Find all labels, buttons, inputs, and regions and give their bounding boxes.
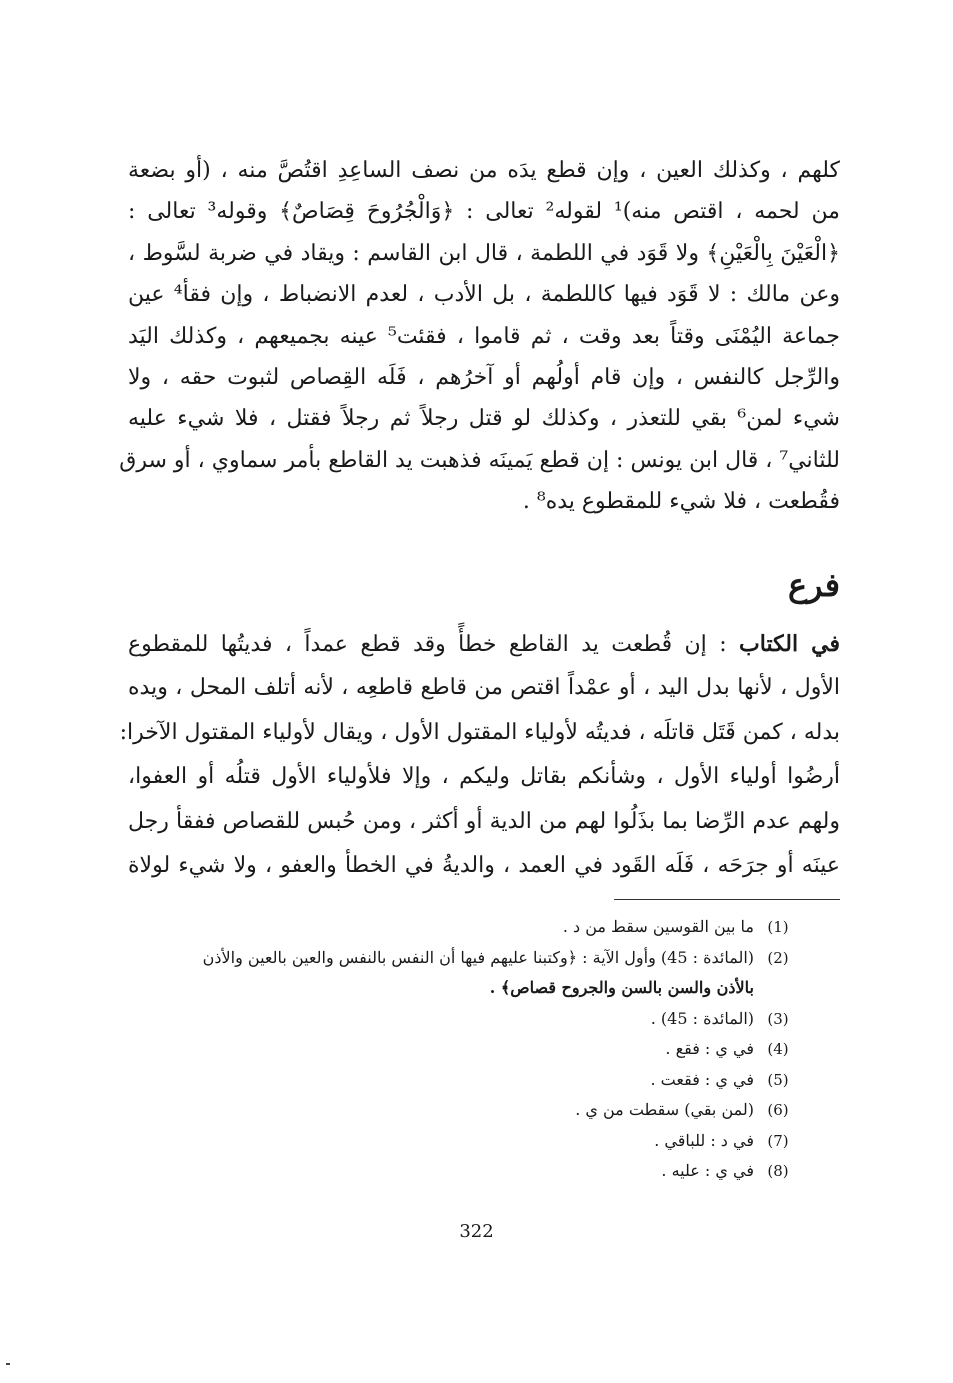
footnote (118, 1034, 798, 1065)
text-line: كلهم ، وكذلك العين ، وإن قطع يدَه من نصف الساعِدِ اقتُصَّ منه ، (أو بضعة (128, 158, 840, 183)
footnote-number: (5) (767, 1070, 789, 1089)
footnote (118, 943, 798, 1004)
footnote-number: (7) (767, 1131, 789, 1150)
scan-mark (6, 1363, 10, 1365)
text-line: ﴿الْعَيْنَ بِالْعَيْنِ﴾ ولا قَوَد في اللطمة ، قال ابن القاسم : ويقاد في ضربة لسَّوط ، (128, 240, 840, 266)
footnotes (118, 912, 798, 1187)
footnote (118, 1004, 798, 1035)
text-line: والرِّجل كالنفس ، وإن قام أولُهم أو آخرُهم ، فَلَه القِصاص لثبوت حقه ، ولا (128, 364, 840, 390)
footnote-number: (8) (767, 1162, 789, 1180)
footnote-number: (2) (767, 948, 789, 967)
first-line-rest: : إن قُطعت يد القاطع خطأً وقد قطع عمداً ، فديتُها للمقطوع (128, 632, 740, 657)
text-line: شيء لمن⁶ بقي للتعذر ، وكذلك لو قتل رجلاً ثم رجلاً فقتل ، فلا شيء عليه (128, 406, 840, 432)
footnote-number: (6) (767, 1101, 789, 1119)
text-line: للثاني⁷ ، قال ابن يونس : إن قطع يَمينَه فذهبت يد القاطع بأمر سماوي ، أو سرق (119, 447, 840, 473)
footnote-text: في ي : فقعت . (650, 1069, 754, 1089)
footnote (118, 1126, 798, 1157)
text-line: من لحمه ، اقتص منه)¹ لقوله² تعالى : ﴿وَالْجُرُوحَ قِصَاصٌ﴾ وقوله³ تعالى : (128, 199, 840, 225)
text-line: أرضُوا أولياء الأول ، وشأنكم بقاتل وليكم ، وإلا فلأولياء الأول قتلُه أو العفوا، (128, 764, 840, 790)
text-line: جماعة اليُمْنَى وقتاً بعد وقت ، ثم قاموا ، فقئت⁵ عينه بجميعهم ، وكذلك اليَد (128, 323, 841, 349)
text-line: عينَه أو جرَحَه ، فَلَه القَود في العمد ، والديةُ في الخطأ والعفو ، ولا شيء لولاة (128, 852, 840, 878)
text-line: الأول ، لأنها بدل اليد ، أو عمْداً اقتص من قاطع قاطعِه ، لأنه أتلف المحل ، ويده (128, 675, 840, 701)
footnote-text: ما بين القوسين سقط من د . (562, 917, 754, 936)
footnote-text: في ي : فقع . (665, 1039, 754, 1058)
footnote-divider (614, 899, 840, 900)
text-line: فقُطعت ، فلا شيء للمقطوع يده⁸ . (522, 489, 840, 515)
footnote-text: (المائدة : 45) . (650, 1008, 754, 1028)
footnote (118, 1065, 798, 1096)
footnote-text: في ي : عليه . (661, 1161, 754, 1180)
page-number: 322 (459, 1221, 494, 1242)
footnote (118, 1095, 798, 1126)
section-heading: فرع (787, 566, 840, 604)
footnote-number: (4) (767, 1040, 789, 1058)
footnote (118, 912, 798, 943)
footnote-number: (1) (767, 918, 789, 936)
section-paragraph (119, 622, 841, 888)
footnote-text: (المائدة : 45) وأول الآية : ﴿وكتبنا عليهم فيها أن النفس بالنفس والعين بالعين والأذن (202, 947, 754, 967)
text-line: وعن مالك : لا قَوَد فيها كاللطمة ، بل الأدب ، لعدم الانضباط ، وإن فقأ⁴ عين (128, 282, 840, 308)
main-paragraph (119, 150, 841, 523)
footnote (118, 1156, 798, 1187)
footnote-number: (3) (767, 1009, 789, 1028)
text-line-first (128, 622, 840, 666)
text-line: بدله ، كمن قَتَل قاتلَه ، فديتُه لأولياء المقتول الأول ، ويقال لأولياء المقتول الآخرا: (119, 719, 840, 745)
text-line: ولهم عدم الرِّضا بما بذَلُوا لهم من الدية أو أكثر ، ومن حُبس للقصاص ففقأ رجل (128, 808, 840, 834)
footnote-text: في د : للباقي . (654, 1130, 754, 1150)
lead-phrase: في الكتاب (739, 631, 841, 657)
footnote-continuation: بالأذن والسن بالسن والجروح قصاص﴾ . (489, 978, 754, 997)
footnote-text: (لمن بقي) سقطت من ي . (575, 1100, 754, 1119)
